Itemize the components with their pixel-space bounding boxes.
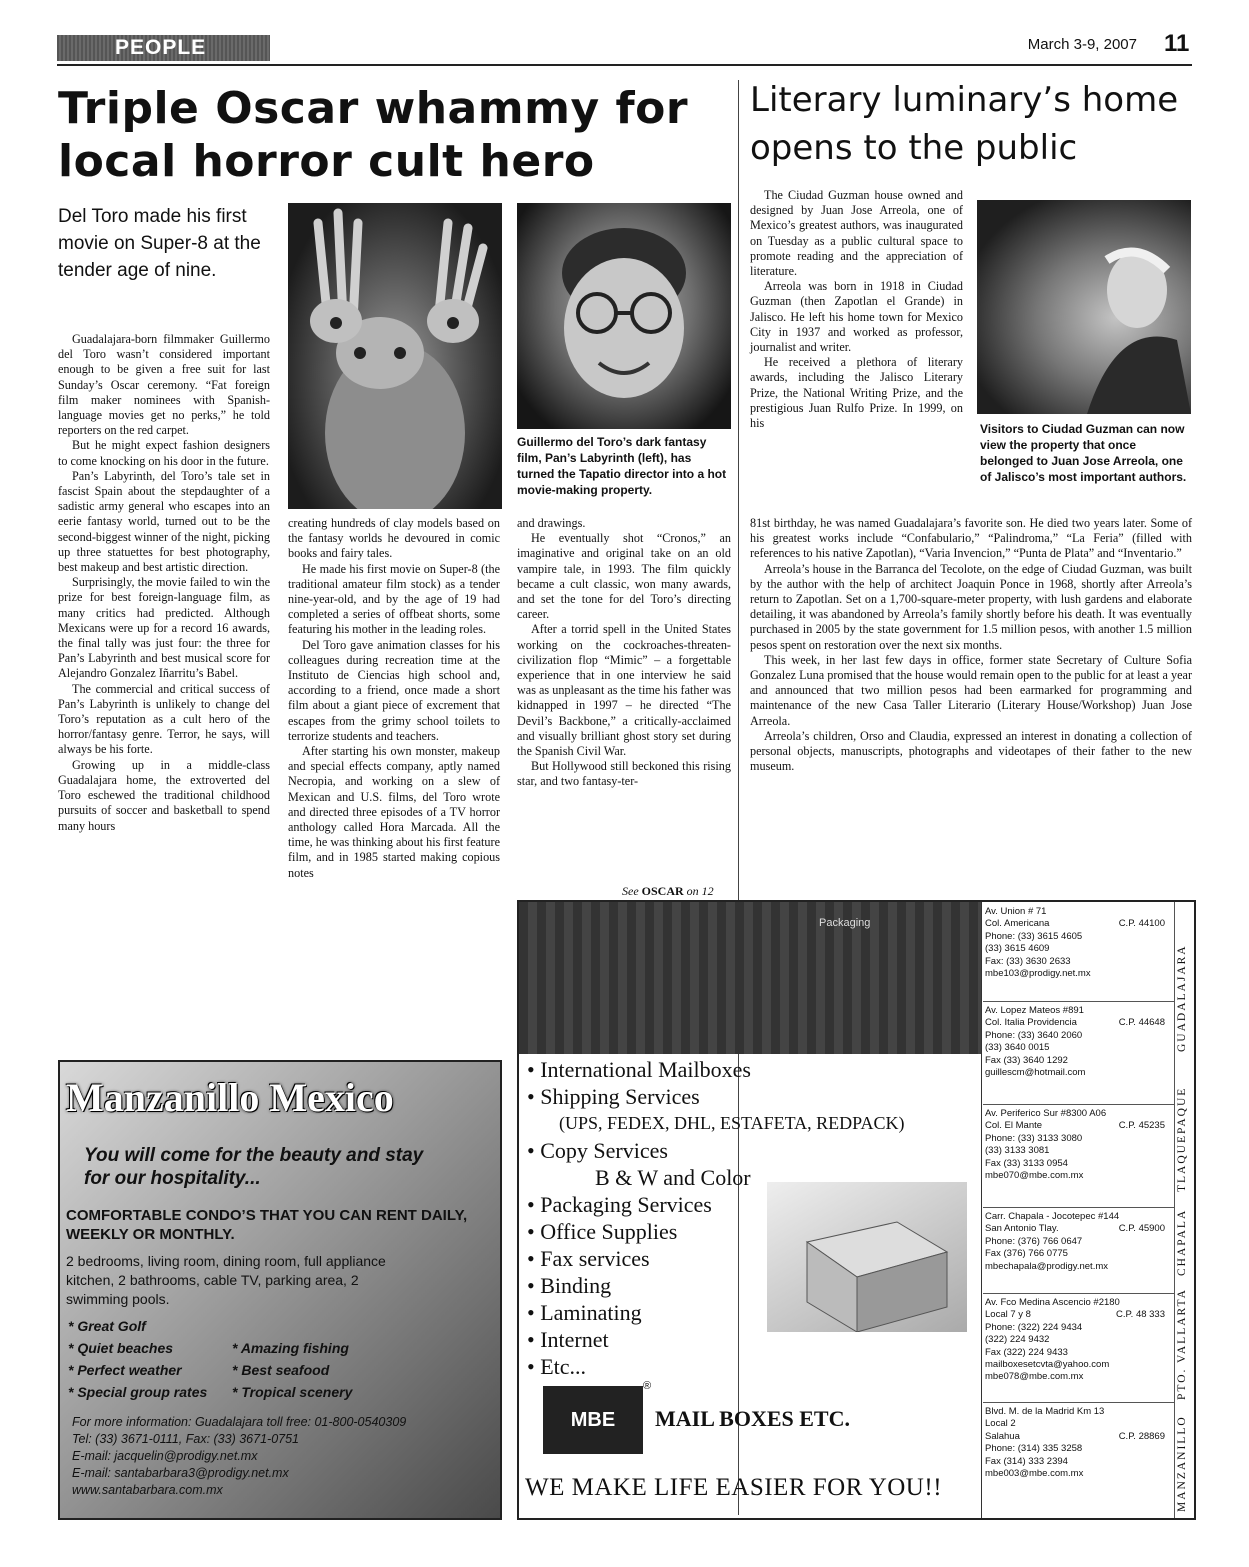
address-line: Fax (322) 224 9433 — [985, 1346, 1068, 1358]
service-item: • International Mailboxes — [527, 1057, 751, 1082]
city-label: GUADALAJARA — [1176, 944, 1188, 1052]
address-line: (33) 3640 0015 — [985, 1042, 1050, 1054]
postal-code: C.P. 45900 — [1118, 1223, 1165, 1235]
mbe-logo: MBE — [543, 1386, 643, 1454]
location-block — [985, 1406, 1173, 1480]
service-item: • Internet — [527, 1327, 609, 1352]
address-line: Phone: (33) 3133 3080 — [985, 1132, 1083, 1144]
pale-man-icon — [288, 203, 502, 509]
address-line: Carr. Chapala - Jocotepec #144 — [985, 1211, 1120, 1222]
address-line: Col. Italia Providencia — [985, 1017, 1077, 1029]
address-line: mailboxesetcvta@yahoo.com — [985, 1359, 1110, 1371]
article2-headline: Literary luminary’s home opens to the public — [750, 80, 1179, 168]
address-line: Fax (33) 3640 1292 — [985, 1054, 1068, 1066]
paragraph: Guadalajara-born filmmaker Guillermo del Toro wasn’t considered important enough to be given a free suit for last Sunday’s Oscar ceremony. “Fat foreign film maker nominees with Spanish-language movies get no perks,” he told reporters on the red carpet. — [58, 332, 270, 438]
store-sign: Packaging — [819, 917, 871, 929]
contact-phone: Tel: (33) 3671-0111, Fax: (33) 3671-0751 — [72, 1432, 299, 1446]
feature-item: * Great Golf — [68, 1318, 146, 1334]
paragraph: Pan’s Labyrinth, del Toro’s tale set in fascist Spain about the stepdaughter of a sadistic army general who escapes into an eerie fantasy world, turned out to be the second-biggest winner of the night, picking up three statuettes for best photography, best makeup and best artistic direction. — [58, 468, 270, 575]
article2-column-wide — [750, 516, 1192, 774]
registered-mark: ® — [643, 1380, 652, 1392]
ad-condo-line: COMFORTABLE CONDO’S THAT YOU CAN RENT DAILY, WEEKLY OR MONTHLY. — [66, 1207, 468, 1243]
paragraph: But he might expect fashion designers to come knocking on his door in the future. — [58, 438, 270, 468]
paragraph: and drawings. — [517, 516, 586, 530]
service-item: • Packaging Services — [527, 1192, 712, 1217]
ad-description: 2 bedrooms, living room, dining room, full appliance kitchen, 2 bathrooms, cable TV, parking area, 2 swimming pools. — [66, 1253, 386, 1307]
service-item: B & W and Color — [595, 1165, 751, 1190]
del-toro-photo — [517, 203, 731, 429]
address-line: mbe078@mbe.com.mx — [985, 1371, 1084, 1383]
jump-reference[interactable]: See OSCAR on 12 — [622, 884, 714, 898]
feature-item: * Tropical scenery — [232, 1384, 353, 1400]
feature-item: * Quiet beaches — [68, 1340, 174, 1356]
photo-caption: Visitors to Ciudad Guzman can now view the property that once belonged to Juan Jose Arreola, one of Jalisco’s most important authors. — [980, 422, 1187, 484]
address-line: mbe070@mbe.com.mx — [985, 1170, 1084, 1182]
address-line: Phone: (33) 3615 4605 — [985, 930, 1083, 942]
location-block — [985, 1297, 1173, 1384]
address-line: Col. El Mante — [985, 1120, 1043, 1132]
address-line: mbe003@mbe.com.mx — [985, 1468, 1084, 1480]
address-line: mbechapala@prodigy.net.mx — [985, 1260, 1109, 1272]
address-line: Salahua — [985, 1430, 1020, 1442]
service-item: • Copy Services — [527, 1138, 668, 1163]
paragraph: Arreola’s children, Orso and Claudia, expressed an interest in donating a collection of personal objects, manuscripts, photographs and videotapes of their father to the new museum. — [750, 728, 1192, 774]
address-line: Av. Union # 71 — [985, 906, 1047, 917]
locations-divider — [981, 902, 982, 1518]
address-line: Phone: (314) 335 3258 — [985, 1443, 1083, 1455]
contact-email[interactable]: E-mail: jacquelin@prodigy.net.mx — [72, 1449, 258, 1463]
address-line: Blvd. M. de la Madrid Km 13 — [985, 1406, 1105, 1417]
location-block — [985, 1005, 1173, 1079]
address-line: Fax (33) 3133 0954 — [985, 1157, 1068, 1169]
paragraph: Growing up in a middle-class Guadalajara home, the extroverted del Toro eschewed the traditional childhood pursuits of soccer and basketball to spend many hours — [58, 757, 270, 833]
article-deck: Del Toro made his first movie on Super-8 at the tender age of nine. — [58, 206, 261, 281]
ad-contact — [72, 1414, 406, 1499]
ad-slogan: You will come for the beauty and stay for our hospitality... — [84, 1145, 424, 1189]
paragraph: He received a plethora of literary awards, including the Jalisco Literary Prize, the National Writing Prize, and the prestigious Juan Rulfo Prize. In 1999, on his — [750, 355, 963, 431]
postal-code: C.P. 44100 — [1118, 918, 1165, 930]
photo-caption: Guillermo del Toro’s dark fantasy film, Pan’s Labyrinth (left), has turned the Tapatio director into a hot movie-making property. — [517, 435, 727, 497]
paragraph: The Ciudad Guzman house owned and designed by Juan Jose Arreola, one of Mexico’s greatest authors, was inaugurated on Tuesday as a public cultural space to promote reading and the appreciation of literature. — [750, 188, 963, 279]
service-item: • Office Supplies — [527, 1219, 678, 1244]
location-divider — [983, 1293, 1174, 1294]
location-divider — [983, 1402, 1174, 1403]
postal-code: C.P. 45235 — [1118, 1120, 1165, 1132]
address-line: Av. Fco Medina Ascencio #2180 — [985, 1297, 1120, 1308]
postal-code: C.P. 44648 — [1118, 1017, 1165, 1029]
ad-tagline: WE MAKE LIFE EASIER FOR YOU!! — [525, 1474, 943, 1501]
top-rule — [57, 64, 1192, 66]
ad-title: Manzanillo Mexico — [66, 1075, 394, 1120]
store-photo — [519, 902, 981, 1054]
article2-column-narrow — [750, 188, 963, 431]
postal-code: C.P. 48 333 — [1116, 1309, 1165, 1321]
postal-code: C.P. 28869 — [1118, 1430, 1165, 1442]
address-line: Phone: (376) 766 0647 — [985, 1235, 1083, 1247]
section-label: PEOPLE — [57, 35, 270, 61]
address-line: Col. Americana — [985, 918, 1050, 930]
issue-date: March 3-9, 2007 — [1027, 36, 1137, 53]
paragraph: He made his first movie on Super-8 (the traditional amateur film stock) as a tender nine-year-old, and by the age of 19 had completed a series of offbeat shorts, some featuring his mother in the leading roles. — [288, 561, 500, 637]
feature-item: * Amazing fishing — [232, 1340, 349, 1356]
service-item: (UPS, FEDEX, DHL, ESTAFETA, REDPACK) — [559, 1113, 905, 1133]
paragraph: creating hundreds of clay models based on the fantasy worlds he devoured in comic books and fairy tales. — [288, 516, 500, 561]
paragraph: After starting his own monster, makeup and special effects company, aptly named Necropia, and working on a slew of Mexican and U.S. films, del Toro wrote and directed three episodes of a TV horror anthology called Hora Marcada. All the time, he was thinking about his first feature film, and in 1985 started making copious notes — [288, 744, 500, 880]
contact-line: For more information: Guadalajara toll free: 01-800-0540309 — [72, 1415, 407, 1429]
paragraph: He eventually shot “Cronos,” an imaginative and original take on an old vampire tale, in 1993. The film quickly became a cult classic, won many awards, and set the tone for del Toro’s directing career. — [517, 531, 731, 622]
paragraph: This week, in her last few days in office, former state Secretary of Culture Sofia Gonzalez Luna promised that the house would remain open to the public for at least a year and announced that two million pesos had been earmarked for programming and maintenance of the new Casa Taller Literario (Literary House/Workshop) Juan Jose Arreola. — [750, 652, 1192, 728]
article-column-2 — [288, 516, 500, 881]
paragraph: Arreola was born in 1918 in Ciudad Guzman (then Zapotlan el Grande) in Jalisco. He left his home town for Mexico City in 1937 and worked as professor, journalist and writer. — [750, 279, 963, 355]
location-block — [985, 906, 1173, 980]
article-headline: Triple Oscar whammy for local horror cult hero — [58, 83, 689, 187]
service-item: • Laminating — [527, 1300, 642, 1325]
mbe-ad[interactable] — [517, 900, 1196, 1520]
location-divider — [983, 1104, 1174, 1105]
address-line: Local 2 — [985, 1418, 1016, 1430]
feature-item: * Best seafood — [232, 1362, 330, 1378]
arreola-photo — [977, 200, 1191, 414]
article-column-3 — [517, 516, 731, 790]
address-line: Local 7 y 8 — [985, 1309, 1031, 1321]
pans-labyrinth-photo — [288, 203, 502, 509]
address-line: San Antonio Tlay. — [985, 1223, 1059, 1235]
address-line: Av. Lopez Mateos #891 — [985, 1005, 1084, 1016]
city-label: CHAPALA — [1176, 1208, 1188, 1276]
city-labels — [1174, 902, 1195, 1518]
service-item: • Etc... — [527, 1354, 587, 1379]
address-line: Av. Periferico Sur #8300 A06 — [985, 1108, 1107, 1119]
contact-website[interactable]: www.santabarbara.com.mx — [72, 1483, 223, 1497]
paragraph: After a torrid spell in the United States working on the cockroaches-threaten-civilization flop “Mimic” – a forgettable experience that in one interview he said was as unpleasant as the time his father was kidnapped in 1997 – he directed “The Devil’s Backbone,” a critically-acclaimed and visually brilliant ghost story set during the Spanish Civil War. — [517, 622, 731, 759]
company-name: MAIL BOXES ETC. — [655, 1406, 850, 1431]
paragraph: Arreola’s house in the Barranca del Tecolote, on the edge of Ciudad Guzman, was built by the author with the help of architect Joaquin Ponce in 1968, shortly after Arreola’s return to Zapotlan. Set on a 1,700-square-meter property, with lush gardens and elaborate detailing, it was abandoned by Arreola’s family shortly before his death. It was eventually purchased in 2005 by the state government for 1.5 million pesos, with another 1.5 million pesos spent on restoration over the next six months. — [750, 561, 1192, 652]
city-label: MANZANILLO — [1176, 1415, 1188, 1512]
feature-item: * Special group rates — [68, 1384, 208, 1400]
location-block — [985, 1108, 1173, 1182]
address-line: Fax (376) 766 0775 — [985, 1248, 1068, 1260]
contact-email[interactable]: E-mail: santabarbara3@prodigy.net.mx — [72, 1466, 289, 1480]
elderly-man-icon — [977, 200, 1191, 414]
address-line: Phone: (322) 224 9434 — [985, 1321, 1083, 1333]
location-block — [985, 1211, 1173, 1273]
paragraph: But Hollywood still beckoned this rising star, and two fantasy-ter- — [517, 759, 731, 789]
location-divider — [983, 1001, 1174, 1002]
address-line: Fax: (33) 3630 2633 — [985, 955, 1071, 967]
city-label: TLAQUEPAQUE — [1176, 1086, 1188, 1192]
address-line: Phone: (33) 3640 2060 — [985, 1029, 1083, 1041]
service-item: • Fax services — [527, 1246, 650, 1271]
address-line: Fax (314) 333 2394 — [985, 1455, 1068, 1467]
portrait-icon — [517, 203, 731, 429]
paragraph: Surprisingly, the movie failed to win the prize for best foreign-language film, as many critics had predicted. Although Mexicans were up for a record 16 awards, the final tally was just four: the three for Pan’s Labyrinth and best musical score for Alejandro Gonzalez Iñarritu’s Babel. — [58, 575, 270, 681]
address-line: (322) 224 9432 — [985, 1334, 1050, 1346]
location-divider — [983, 1207, 1174, 1208]
paragraph: The commercial and critical success of Pan’s Labyrinth is unlikely to change del Toro’s reputation as a cult hero of the horror/fantasy genre. Terror, he says, will always be his forte. — [58, 681, 270, 757]
paragraph: 81st birthday, he was named Guadalajara’s favorite son. He died two years later. Some of his greatest works include “Confabulario,” “Palindroma,” “La Feria” (filled with references to his native Zapotlan), “Varia Invencion,” “Punta de Plata” and “Inventario.” — [750, 516, 1192, 561]
address-line: mbe103@prodigy.net.mx — [985, 968, 1091, 980]
service-item: • Shipping Services — [527, 1084, 700, 1109]
paragraph: Del Toro gave animation classes for his colleagues during recreation time at the Instituto de Ciencias high school and, according to a friend, once made a short film about a giant piece of excrement that escapes from the grimy school toilets to terrorize students and teachers. — [288, 637, 500, 743]
service-item: • Binding — [527, 1273, 612, 1298]
page-number: 11 — [1164, 30, 1190, 57]
package-box-icon — [767, 1182, 967, 1332]
feature-item: * Perfect weather — [68, 1362, 182, 1378]
address-line: (33) 3133 3081 — [985, 1145, 1050, 1157]
address-line: (33) 3615 4609 — [985, 943, 1050, 955]
manzanillo-ad[interactable] — [58, 1060, 502, 1520]
article-column-1 — [58, 332, 270, 834]
city-label: PTO. VALLARTA — [1176, 1288, 1188, 1400]
address-line: guillescm@hotmail.com — [985, 1067, 1086, 1079]
